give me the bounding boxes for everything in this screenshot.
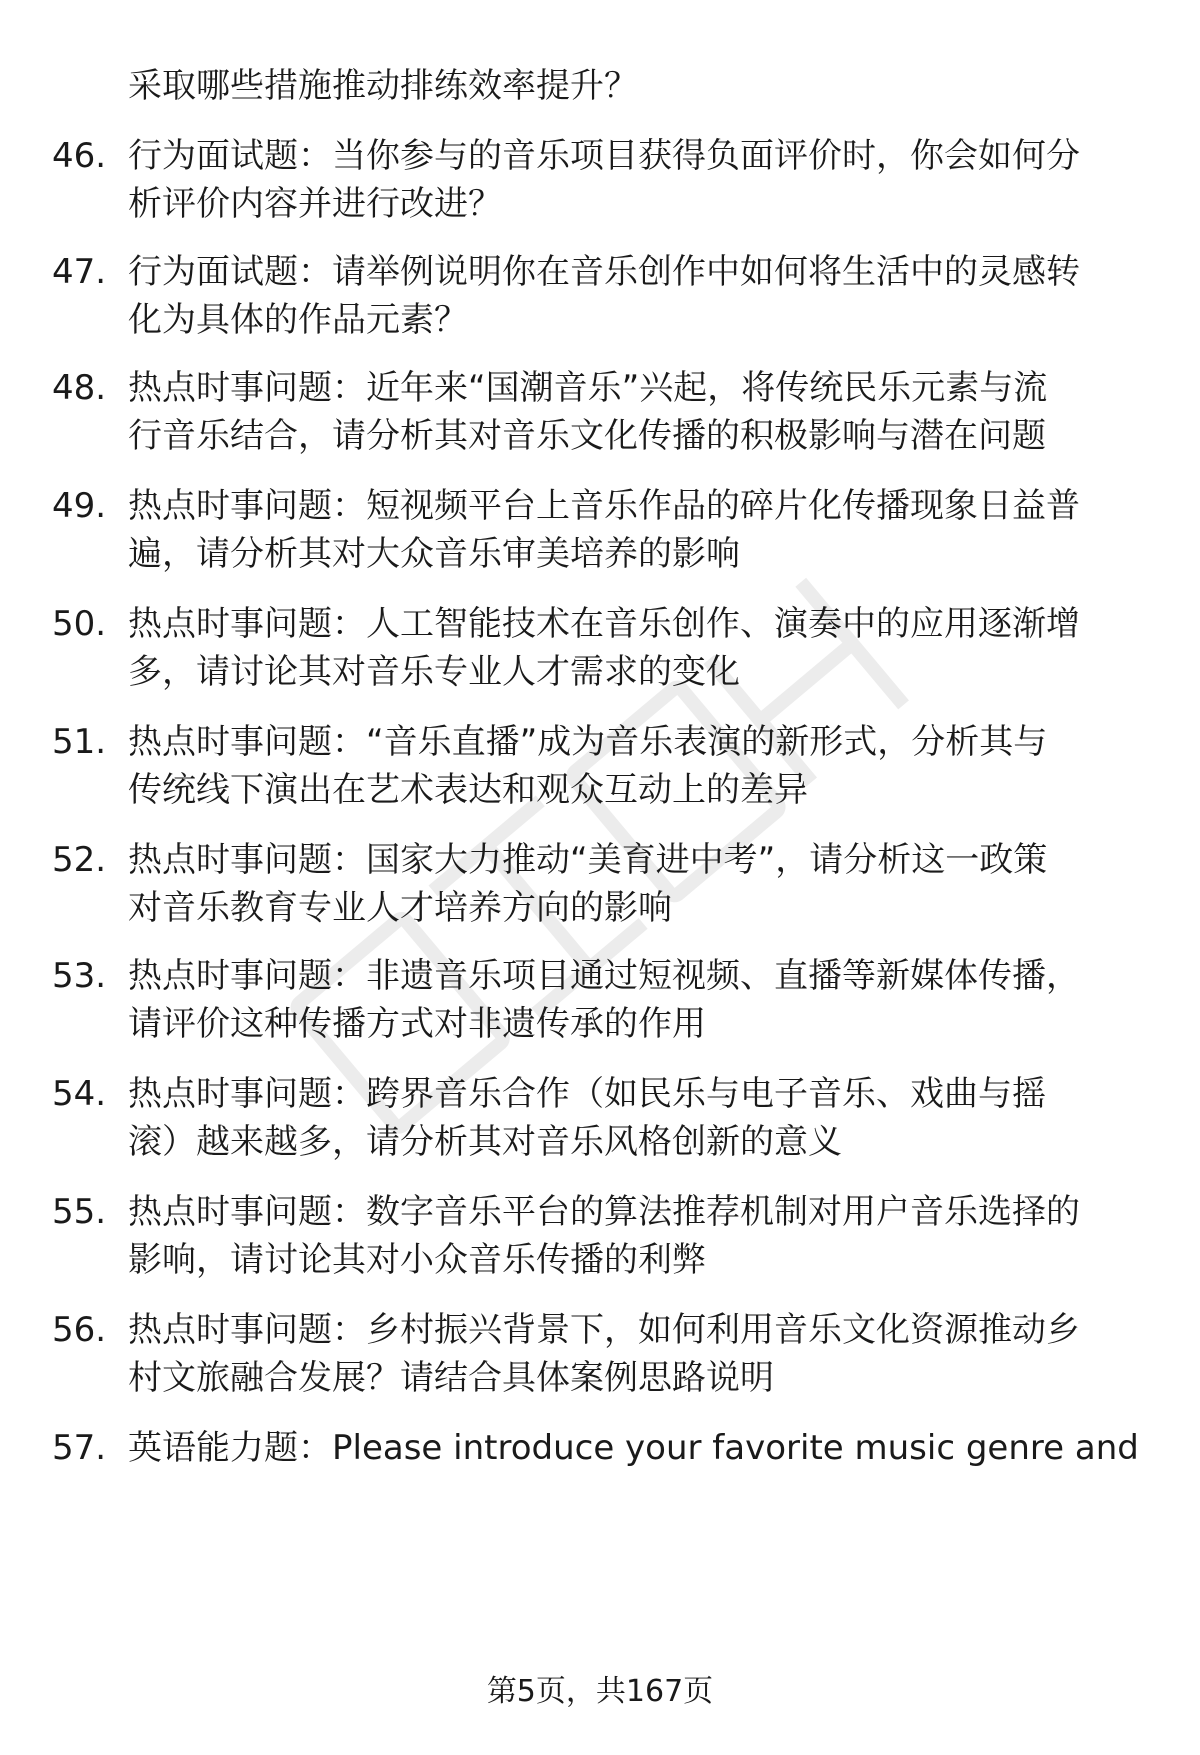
item-line: 热点时事问题：近年来“国潮音乐”兴起，将传统民乐元素与流: [128, 368, 1048, 408]
item-text: [128, 1188, 1188, 1284]
item-number: 51.: [52, 722, 107, 762]
item-line: 请评价这种传播方式对非遗传承的作用: [128, 1004, 706, 1044]
continuation-line: 采取哪些措施推动排练效率提升？: [128, 66, 638, 106]
page-footer: 第5页，共167页: [486, 1674, 714, 1709]
item-line: 行为面试题：请举例说明你在音乐创作中如何将生活中的灵感转: [128, 252, 1080, 292]
item-number: 54.: [52, 1074, 107, 1114]
item-line: 村文旅融合发展？请结合具体案例思路说明: [128, 1358, 774, 1398]
item-line: 热点时事问题：“音乐直播”成为音乐表演的新形式，分析其与: [128, 722, 1048, 762]
item-line: 遍，请分析其对大众音乐审美培养的影响: [128, 534, 740, 574]
item-number: 53.: [52, 956, 107, 996]
item-line: 热点时事问题：数字音乐平台的算法推荐机制对用户音乐选择的: [128, 1192, 1080, 1232]
item-line: 热点时事问题：人工智能技术在音乐创作、演奏中的应用逐渐增: [128, 604, 1080, 644]
item-text: [128, 836, 1188, 932]
item-line: 传统线下演出在艺术表达和观众互动上的差异: [128, 770, 808, 810]
item-text: [128, 1306, 1188, 1402]
item-line: 多，请讨论其对音乐专业人才需求的变化: [128, 652, 740, 692]
item-line: 热点时事问题：跨界音乐合作（如民乐与电子音乐、戏曲与摇: [128, 1074, 1046, 1114]
item-line: 析评价内容并进行改进？: [128, 184, 502, 224]
item-number: 46.: [52, 136, 107, 176]
item-line: 化为具体的作品元素？: [128, 300, 468, 340]
item-number: 48.: [52, 368, 107, 408]
item-number: 52.: [52, 840, 107, 880]
item-text: [128, 132, 1188, 228]
item-number: 56.: [52, 1310, 107, 1350]
item-number: 57.: [52, 1428, 107, 1468]
item-line: 滚）越来越多，请分析其对音乐风格创新的意义: [128, 1122, 842, 1162]
item-text: [128, 600, 1188, 696]
item-number: 47.: [52, 252, 107, 292]
item-line: 行为面试题：当你参与的音乐项目获得负面评价时，你会如何分: [128, 136, 1080, 176]
item-line: 热点时事问题：短视频平台上音乐作品的碎片化传播现象日益普: [128, 486, 1080, 526]
item-line: 英语能力题：Please introduce your favorite music genre and: [128, 1428, 1139, 1468]
item-text: [128, 248, 1188, 344]
item-text: [128, 1424, 1188, 1472]
item-line: 影响，请讨论其对小众音乐传播的利弊: [128, 1240, 706, 1280]
item-text: [128, 1070, 1188, 1166]
item-line: 行音乐结合，请分析其对音乐文化传播的积极影响与潜在问题: [128, 416, 1046, 456]
item-number: 55.: [52, 1192, 107, 1232]
item-number: 49.: [52, 486, 107, 526]
item-text: [128, 364, 1188, 460]
item-line: 热点时事问题：国家大力推动“美育进中考”，请分析这一政策: [128, 840, 1048, 880]
item-text: [128, 482, 1188, 578]
item-number: 50.: [52, 604, 107, 644]
item-line: 对音乐教育专业人才培养方向的影响: [128, 888, 672, 928]
item-line: 热点时事问题：非遗音乐项目通过短视频、直播等新媒体传播，: [128, 956, 1080, 996]
item-line: 热点时事问题：乡村振兴背景下，如何利用音乐文化资源推动乡: [128, 1310, 1080, 1350]
item-text: [128, 718, 1188, 814]
item-text: [128, 952, 1188, 1048]
